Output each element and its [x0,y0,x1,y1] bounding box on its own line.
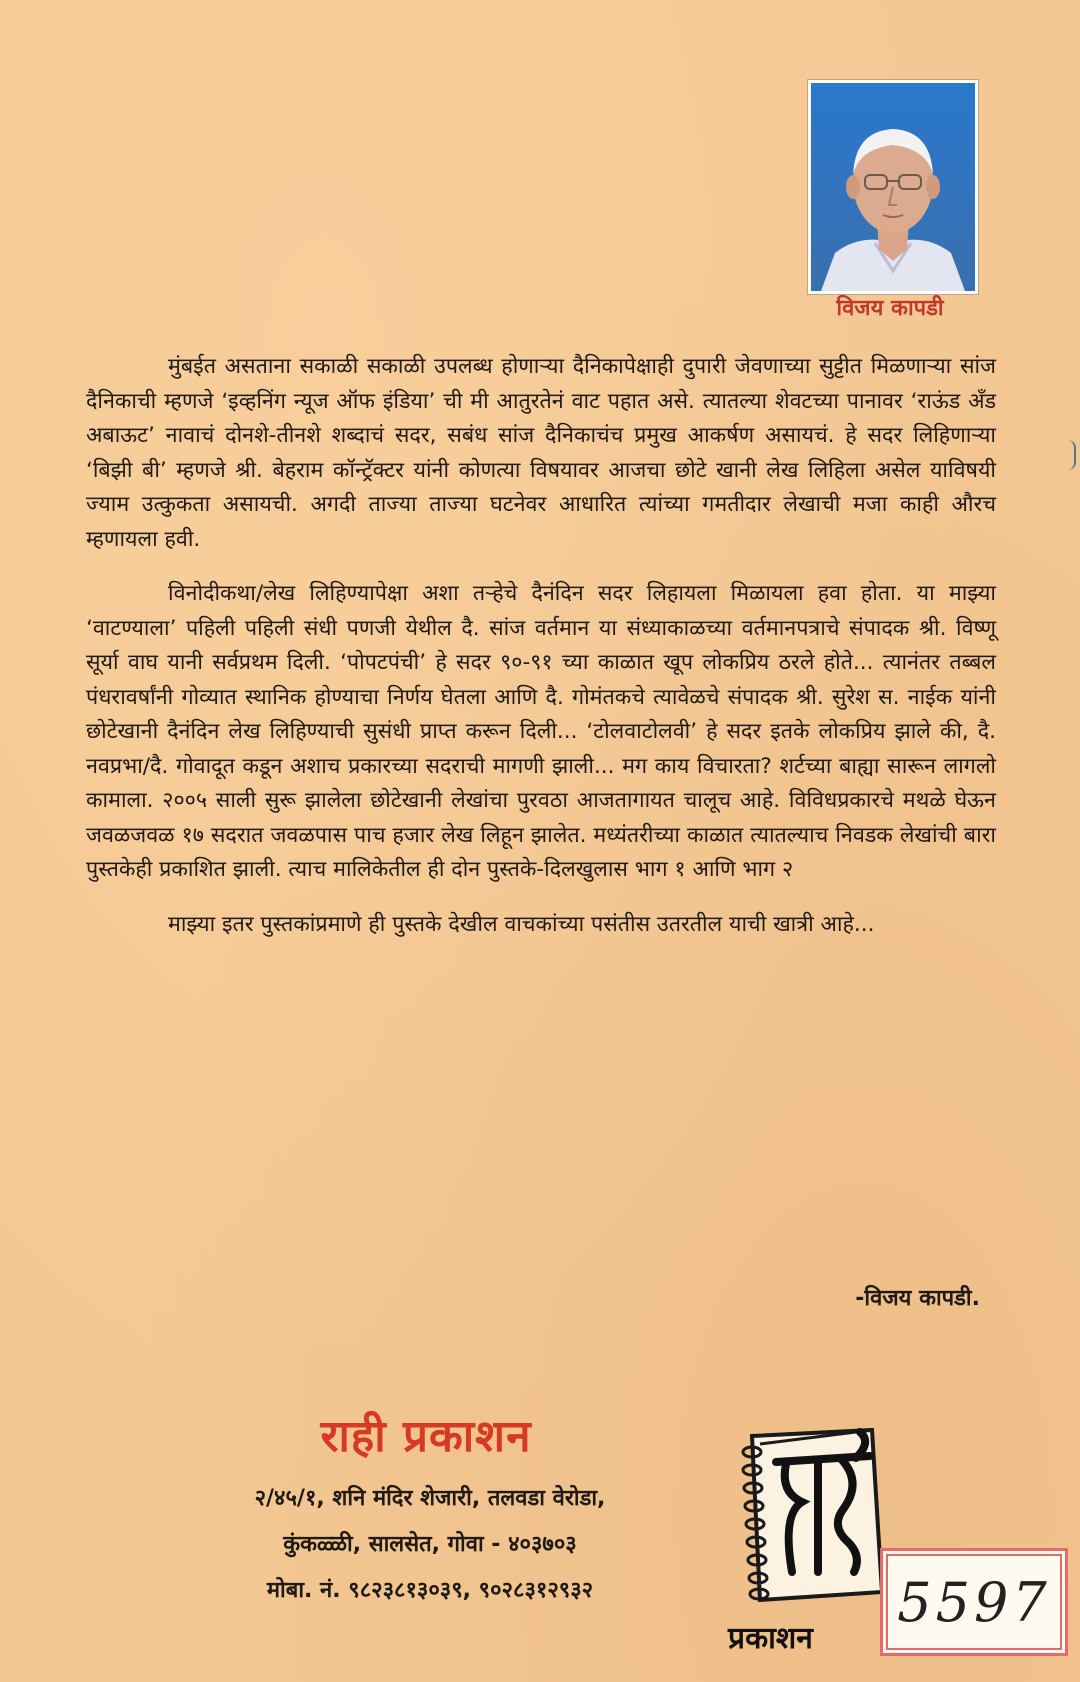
edge-mark [1068,440,1076,470]
stamp-number: 5597 [897,1570,1051,1634]
publisher-address-line-1: २/४५/१, शनि मंदिर शेजारी, तलवडा वेरोडा, [254,1486,606,1511]
publisher-address-line-2: कुंकळ्ळी, सालसेत, गोवा - ४०३७०३ [283,1532,577,1557]
author-signature: -विजय कापडी. [855,1286,980,1311]
publisher-name: राही प्रकाशन [320,1411,532,1462]
blurb-text [86,350,996,962]
publisher-logo-mark [722,1422,898,1658]
author-portrait-image [811,83,975,291]
library-stamp [880,1548,1068,1656]
publisher-logo [722,1422,898,1658]
blurb-paragraph-2: विनोदीकथा/लेख लिहिण्यापेक्षा अशा तऱ्हेचे दैनंदिन सदर लिहायला मिळायला हवा होता. या माझ्या ‘वाटण्याला’ पहिली पहिली संधी पणजी येथील दै. सांज वर्तमान या संध्याकाळच्या वर्तमानपत्राचे संपादक श्री. विष्णू सूर्या वाघ यानी सर्वप्रथम दिली. ‘पोपटपंची’ हे सदर ९०-९१ च्या काळात खूप लोकप्रिय ठरले होते... त्यानंतर तब्बल पंधरावर्षांनी गोव्यात स्थानिक होण्याचा निर्णय घेतला आणि दै. गोमंतकचे त्यावेळचे संपादक श्री. सुरेश स. नाईक यांनी छोटेखानी दैनंदिन लेख लिहिण्याची सुसंधी प्राप्त करून दिली... ‘टोलवाटोलवी’ हे सदर इतके लोकप्रिय झाले की, दै. नवप्रभा/दै. गोवादूत कडून अशाच प्रकारच्या सदराची मागणी झाली... मग काय विचारता? शर्टच्या बाह्या सारून लागलो कामाला. २००५ साली सुरू झालेला छोटेखानी लेखांचा पुरवठा आजतागायत चालूच आहे. विविधप्रकारचे मथळे घेऊन जवळजवळ १७ सदरात जवळपास पाच हजार लेख लिहून झालेत. मध्यंतरीच्या काळात त्यातल्याच निवडक लेखांची बारा पुस्तकेही प्रकाशित झाली. त्याच मालिकेतील ही दोन पुस्तके-दिलखुलास भाग १ आणि भाग २ [86,581,996,882]
author-photo [808,80,978,294]
blurb-paragraph-1: मुंबईत असताना सकाळी सकाळी उपलब्ध होणाऱ्या दैनिकापेक्षाही दुपारी जेवणाच्या सुट्टीत मिळणाऱ्या सांज दैनिकाची म्हणजे ‘इव्हनिंग न्यूज ऑफ इंडिया’ ची मी आतुरतेनं वाट पहात असे. त्यातल्या शेवटच्या पानावर ‘राऊंड अँड अबाऊट’ नावाचं दोनशे-तीनशे शब्दाचं सदर, सबंध सांज दैनिकाचंच प्रमुख आकर्षण असायचं. हे सदर लिहिणाऱ्या ‘बिझी बी’ म्हणजे श्री. बेहराम कॉन्ट्रॅक्टर यांनी कोणत्या विषयावर आजचा छोटे खानी लेख लिहिला असेल याविषयी ज्याम उत्कुकता असायची. अगदी ताज्या ताज्या घटनेवर आधारित त्यांच्या गमतीदार लेखाची मजा काही औरच म्हणायला हवी. [86,354,996,552]
blurb-paragraph-3: माझ्या इतर पुस्तकांप्रमाणे ही पुस्तके देखील वाचकांच्या पसंतीस उतरतील याची खात्री आहे... [168,911,875,937]
publisher-phone: मोबा. नं. ९८२३८१३०३९, ९०२८३१२९३२ [266,1578,594,1603]
author-photo-caption: विजय कापडी [836,296,944,321]
logo-caption: प्रकाशन [728,1621,813,1656]
